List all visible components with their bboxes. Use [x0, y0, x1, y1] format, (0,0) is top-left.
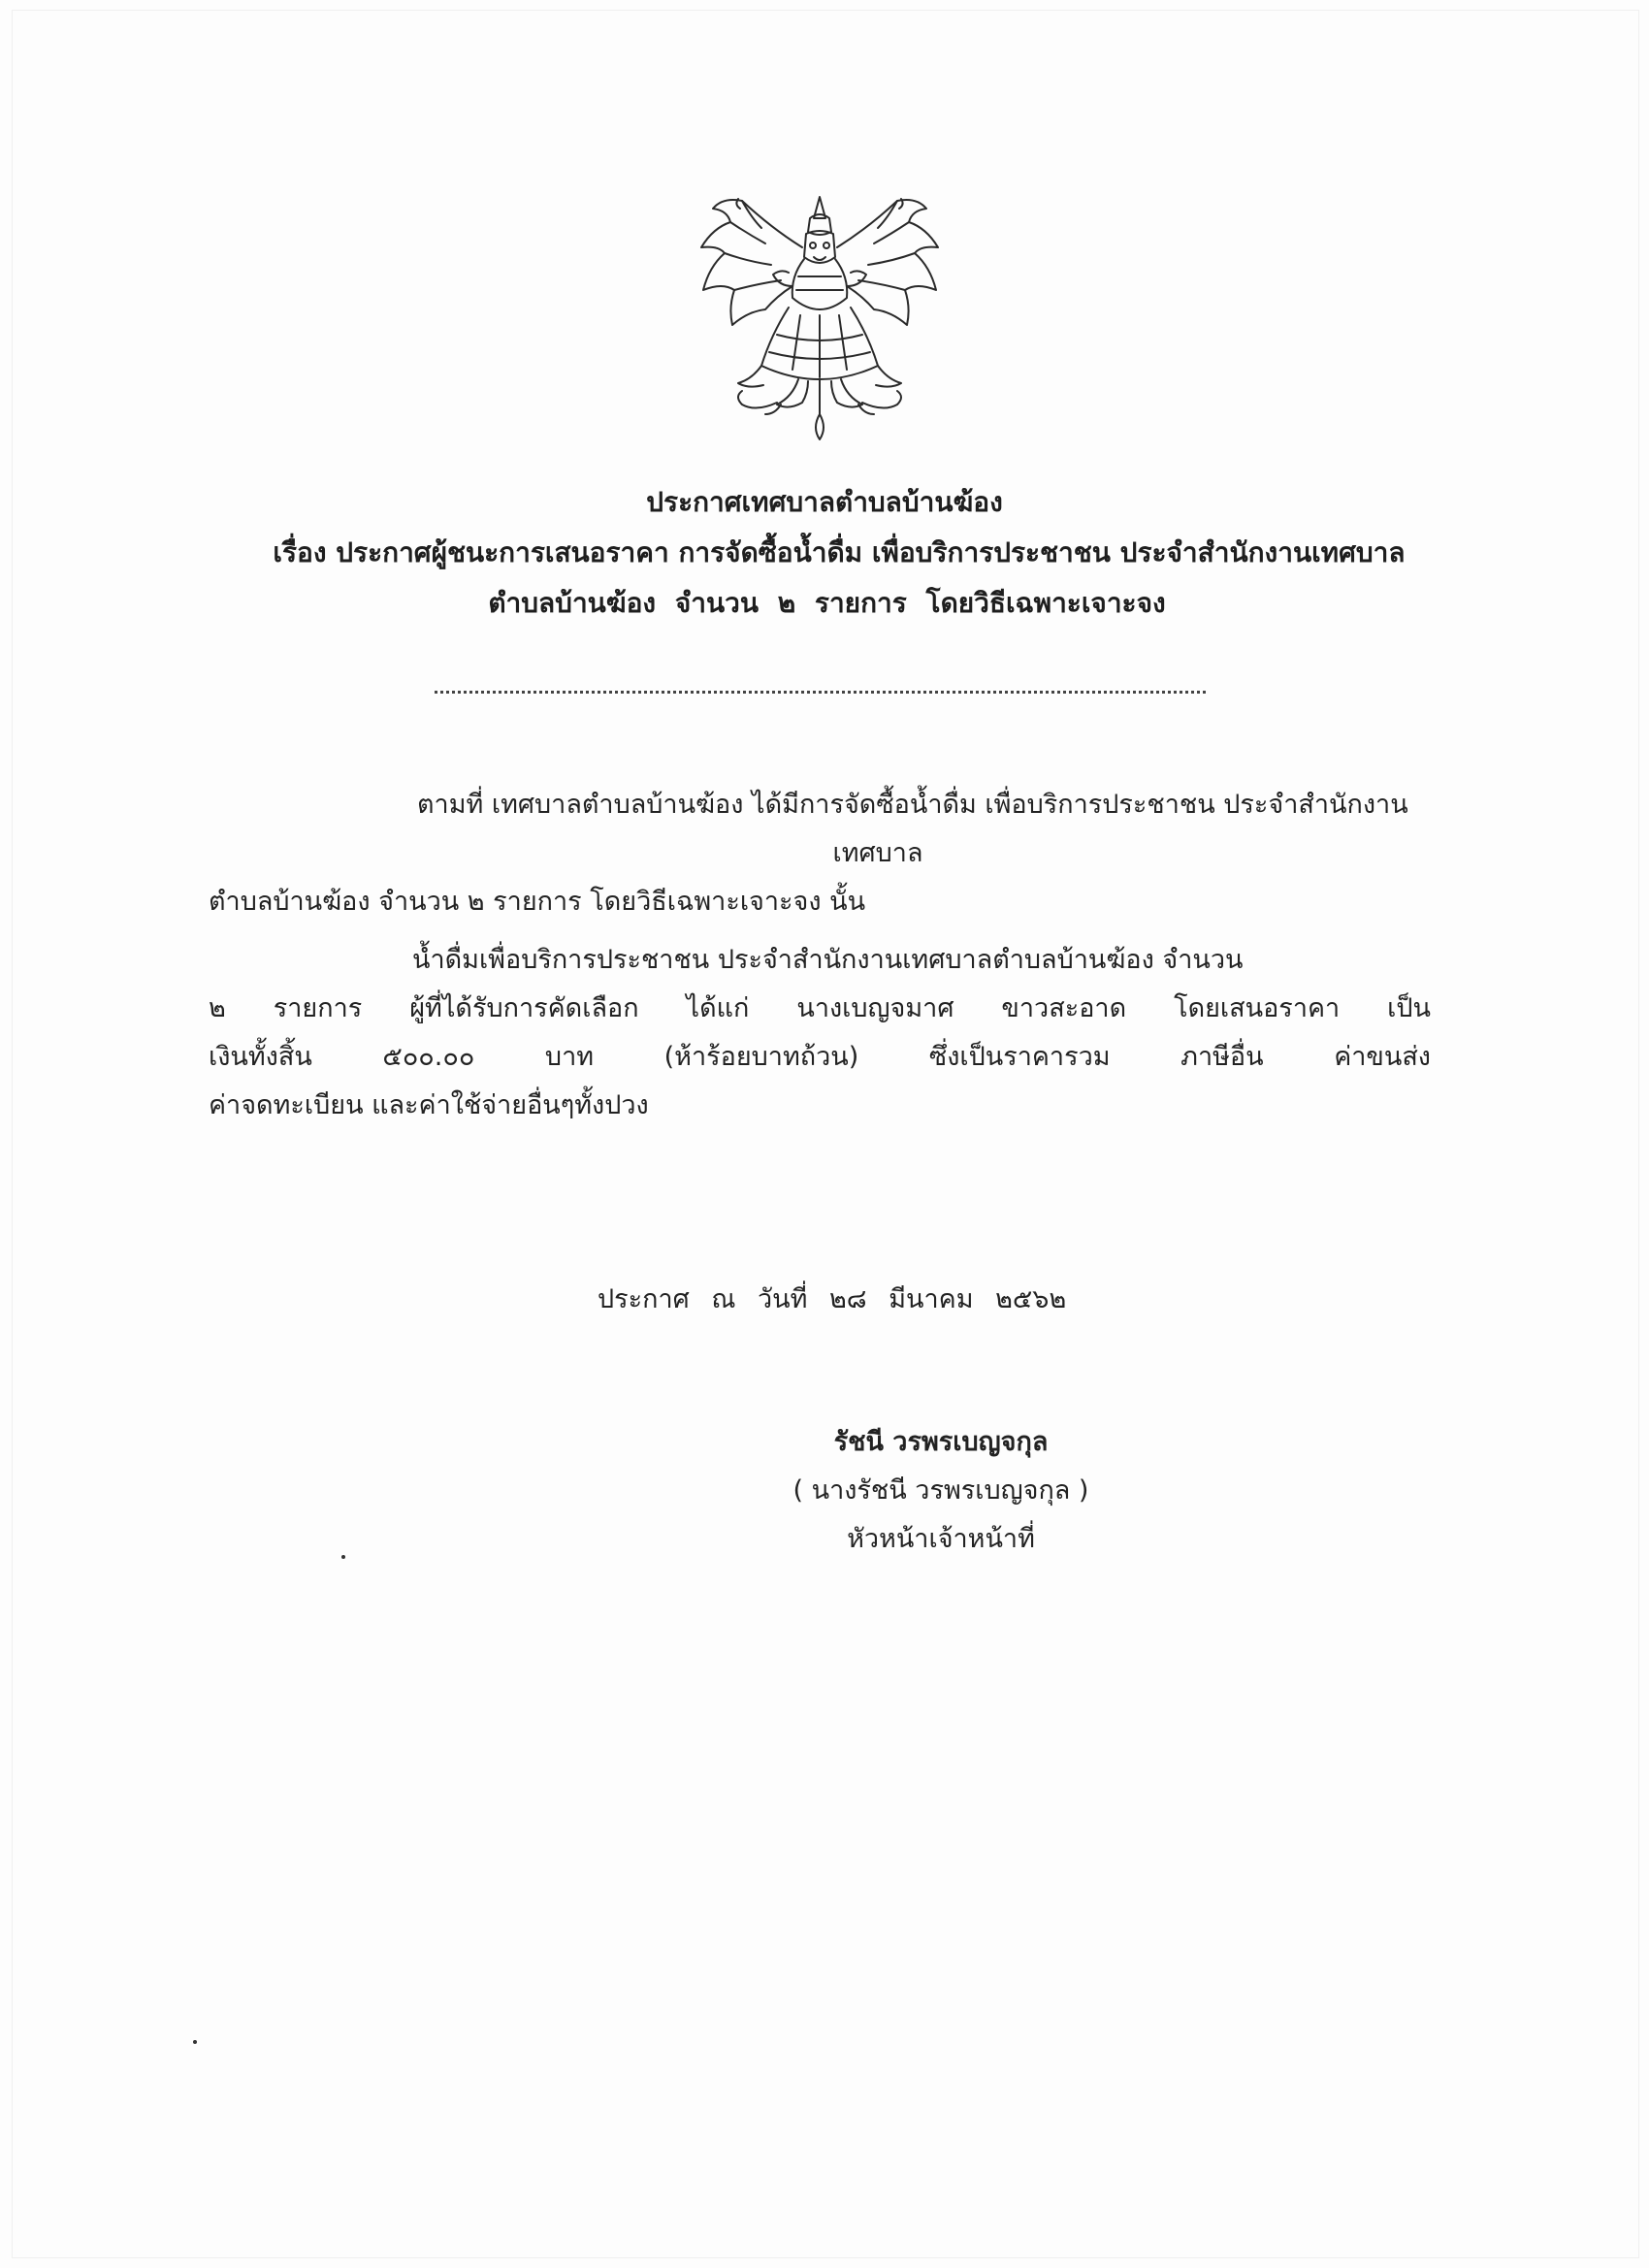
dotted-divider [435, 691, 1206, 694]
signature-position: หัวหน้าเจ้าหน้าที่ [847, 1524, 1035, 1554]
announcement-header [0, 477, 1649, 629]
body-paragraph-2-line-2: ๒ รายการ ผู้ที่ได้รับการคัดเลือก ได้แก่ นางเบญจมาศ ขาวสะอาด โดยเสนอราคา เป็น [209, 993, 1431, 1023]
header-title: ประกาศเทศบาลตำบลบ้านฆ้อง [646, 486, 1003, 518]
scan-speck [341, 1555, 345, 1559]
body-paragraph-2-line-4: ค่าจดทะเบียน และค่าใช้จ่ายอื่นๆทั้งปวง [209, 1090, 649, 1120]
signature-name: รัชนี วรพรเบญจกุล [833, 1427, 1049, 1457]
header-subject: เรื่อง ประกาศผู้ชนะการเสนอราคา การจัดซื้อน้ำดื่ม เพื่อบริการประชาชน ประจำสำนักงานเทศบาล [273, 536, 1406, 568]
announcement-body [209, 781, 1431, 1130]
scan-speck [193, 2040, 197, 2044]
body-paragraph-2-line-1: น้ำดื่มเพื่อบริการประชาชน ประจำสำนักงานเทศบาลตำบลบ้านฆ้อง จำนวน [412, 945, 1244, 975]
header-subject-continued: ตำบลบ้านฆ้อง จำนวน ๒ รายการ โดยวิธีเฉพาะเจาะจง [488, 587, 1166, 619]
body-paragraph-1-line-2: เทศบาล [832, 838, 923, 868]
body-paragraph-1-line-3: ตำบลบ้านฆ้อง จำนวน ๒ รายการ โดยวิธีเฉพาะเจาะจง นั้น [209, 887, 866, 917]
body-paragraph-1-line-1: ตามที่ เทศบาลตำบลบ้านฆ้อง ได้มีการจัดซื้อน้ำดื่ม เพื่อบริการประชาชน ประจำสำนักงาน [417, 790, 1408, 820]
signature-block [757, 1418, 1125, 1564]
signature-full-name: ( นางรัชนี วรพรเบญจกุล ) [792, 1475, 1089, 1506]
announcement-date: ประกาศ ณ วันที่ ๒๘ มีนาคม ๒๕๖๒ [598, 1284, 1067, 1314]
body-paragraph-2-line-3: เงินทั้งสิ้น ๕๐๐.๐๐ บาท (ห้าร้อยบาทถ้วน) ซึ่งเป็นราคารวม ภาษีอื่น ค่าขนส่ง [209, 1042, 1431, 1072]
garuda-emblem-icon [684, 189, 955, 446]
